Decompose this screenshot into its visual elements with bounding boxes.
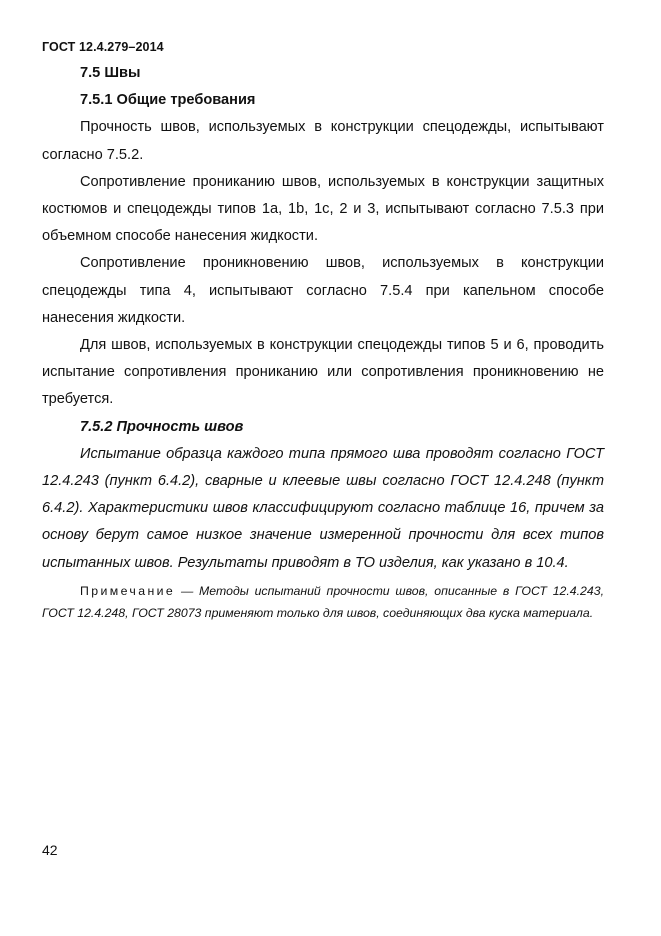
paragraph-seam-strength: Прочность швов, используемых в конструкции спецодежды, испытывают согласно 7.5.2.: [42, 119, 604, 163]
document-header: ГОСТ 12.4.279–2014: [42, 40, 164, 54]
paragraph-types-5-6: Для швов, используемых в конструкции спецодежды типов 5 и 6, проводить испытание сопротивления прониканию или сопротивления проникновению не требуется.: [42, 337, 604, 408]
paragraph-drop-resistance: Сопротивление проникновению швов, используемых в конструкции спецодежды типа 4, испытывают согласно 7.5.4 при капельном способе нанесения жидкости.: [42, 255, 604, 326]
note-label: Примечание: [80, 583, 176, 598]
section-7-5-2-title: 7.5.2 Прочность швов: [80, 418, 244, 435]
note-text: — Методы испытаний прочности швов, описанные в ГОСТ 12.4.243, ГОСТ 12.4.248, ГОСТ 28073 применяют только для швов, соединяющих два куска материала.: [42, 583, 604, 620]
page-number: 42: [42, 842, 58, 858]
section-7-5-title: 7.5 Швы: [80, 65, 141, 81]
paragraph-seam-testing: Испытание образца каждого типа прямого шва проводят согласно ГОСТ 12.4.243 (пункт 6.4.2), сварные и клеевые швы согласно ГОСТ 12.4.248 (пункт 6.4.2). Характеристики швов классифицируют согласно таблице 16, причем за основу берут самое низкое значение измеренной прочности для всех типов испытанных швов. Результаты приводят в ТО изделия, как указано в 10.4.: [42, 445, 604, 571]
section-7-5-1-title: 7.5.1 Общие требования: [80, 92, 256, 109]
page-content: [42, 60, 604, 624]
note: [42, 580, 604, 624]
paragraph-penetration-resistance: Сопротивление прониканию швов, используемых в конструкции защитных костюмов и спецодежды типов 1а, 1b, 1с, 2 и 3, испытывают согласно 7.5.3 при объемном способе нанесения жидкости.: [42, 173, 604, 245]
